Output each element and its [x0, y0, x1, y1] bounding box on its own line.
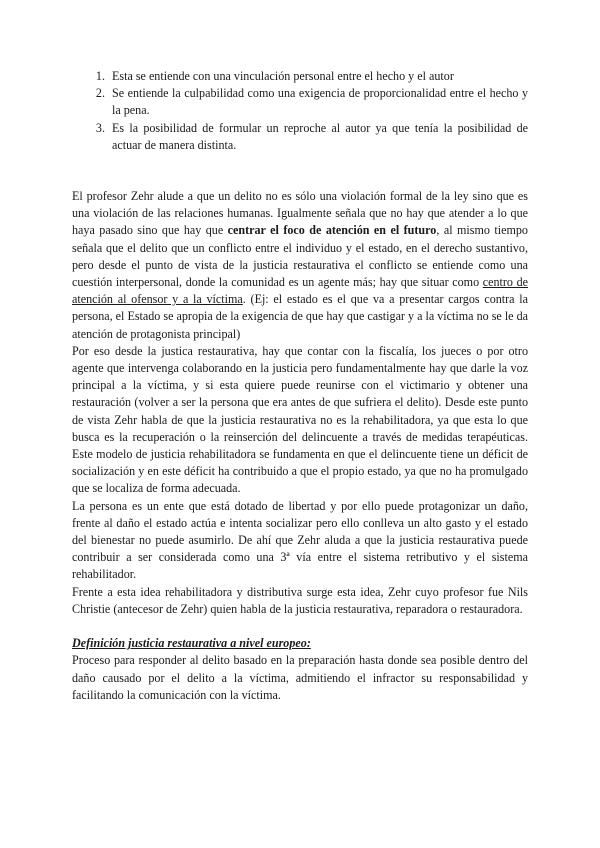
- list-item: 3. Es la posibilidad de formular un reproche al autor ya que tenía la posibilidad de actuar de manera distinta.: [108, 120, 528, 154]
- underlined-phrase: centro de atención al ofensor y a la víctima: [72, 275, 528, 307]
- paragraph-zehr-intro: [72, 188, 528, 343]
- paragraph-nils-christie: Frente a esta idea rehabilitadora y distributiva surge esta idea, Zehr cuyo profesor fue Nils Christie (antecesor de Zehr) quien habla de la justicia restaurativa, reparadora o restauradora.: [72, 584, 528, 616]
- list-item: 2. Se entiende la culpabilidad como una exigencia de proporcionalidad entre el hecho y la pena.: [108, 85, 528, 119]
- list-item: 1. Esta se entiende con una vinculación personal entre el hecho y el autor: [108, 68, 528, 85]
- blank-space: [72, 154, 528, 188]
- paragraph-definition: Proceso para responder al delito basado en la preparación hasta donde sea posible dentro del daño causado por el delito a la víctima, admitiendo el infractor su responsabilidad y facilitando la comunicación con la víctima.: [72, 653, 528, 702]
- paragraph-text: , al mismo tiempo señala que el delito que un conflicto entre el individuo y el estado, en el derecho sustantivo, pero desde el punto de vista de la justicia restaurativa el conflicto se entiende como una cuestión interpersonal, donde la comunidad es un agente más; hay que situar como: [72, 223, 528, 290]
- section-heading: Definición justicia restaurativa a nivel europeo:: [72, 636, 311, 651]
- paragraph-text: El profesor Zehr alude a que un delito no es sólo una violación formal de la ley sino que es una violación de las relaciones humanas. Igualmente señala que no hay que atender a lo que haya pasado sino que hay que: [72, 189, 528, 238]
- paragraph-third-way: La persona es un ente que está dotado de libertad y por ello puede protagonizar un daño, frente al daño el estado actúa e intenta socializar pero ello conlleva un alto gasto y el estado del bienestar no puede asumirlo. De ahí que Zehr aluda a que la justicia restaurativa puede contribuir a ser considerada como una 3ª vía entre el sistema retributivo y el sistema rehabilitador.: [72, 498, 528, 582]
- paragraph-text: . (Ej: el estado es el que va a presentar cargos contra la persona, el Estado se apropia de la exigencia de que hay que castigar y a la víctima no se le da atención de protagonista principal): [72, 292, 529, 341]
- paragraph-restorative-justice: Por eso desde la justica restaurativa, hay que contar con la fiscalía, los jueces o por otro agente que intervenga colaborando en la justicia pero fundamentalmente hay que darle la voz principal a la víctima, y si esta quiere puede reunirse con el victimario y obtener una restauración (volver a ser la persona que era antes de que sufriera el delito). Desde este punto de vista Zehr habla de que la justicia restaurativa no es la rehabilitadora, ya que esta lo que busca es la recuperación o la reinserción del delincuente a través de medidas terapéuticas. Este modelo de justicia rehabilitadora se fundamenta en que el delincuente tiene un déficit de socialización y en este déficit ha contribuido a que el propio estado, ya que no ha promulgado que se localiza de forma adecuada.: [72, 343, 528, 496]
- bold-phrase: centrar el foco de atención en el futuro: [227, 223, 437, 238]
- criteria-list: [72, 68, 528, 154]
